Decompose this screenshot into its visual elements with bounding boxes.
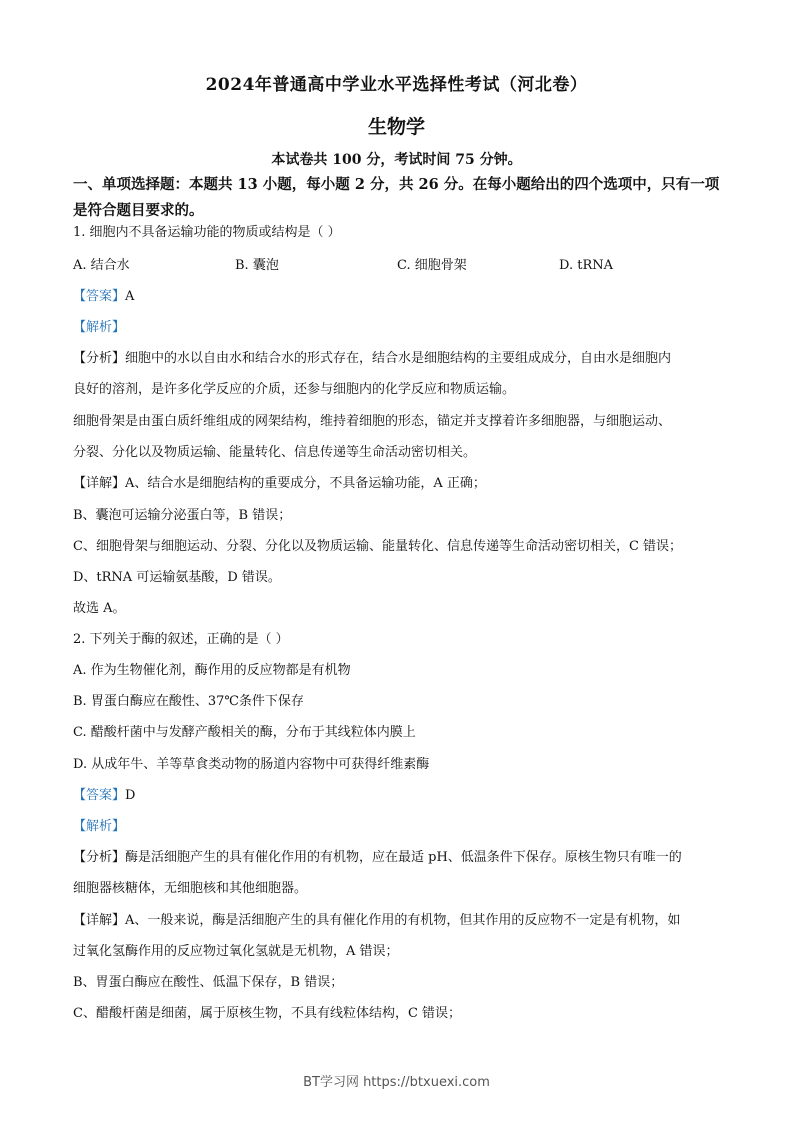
q2-detail-line-b: B、胃蛋白酶应在酸性、低温下保存，B 错误；	[73, 975, 344, 990]
q1-detail-line-b: B、囊泡可运输分泌蛋白等，B 错误；	[73, 508, 292, 523]
q2-answer-value: D	[125, 788, 136, 803]
q2-answer-tag: 【答案】	[73, 788, 126, 803]
q1-analysis-line-1	[73, 350, 733, 368]
q2-detail-label: 【详解】	[73, 913, 126, 928]
q2-detail-text-a1: A、一般来说，酶是活细胞产生的具有催化作用的有机物，但其作用的反应物不一定是有机物，如	[125, 913, 681, 928]
q2-stem: 2. 下列关于酶的叙述，正确的是（ ）	[73, 632, 289, 647]
q1-detail-label: 【详解】	[73, 476, 126, 491]
q1-detail-text-a: A、结合水是细胞结构的重要成分，不具备运输功能，A 正确；	[125, 476, 486, 491]
q1-analysis-line-4: 分裂、分化以及物质运输、能量转化、信息传递等生命活动密切相关。	[73, 445, 477, 460]
subject-title: 生物学	[367, 116, 425, 138]
q2-jiexi-tag: 【解析】	[73, 819, 126, 834]
page-footer: BT学习网 https://btxuexi.com	[303, 1075, 490, 1090]
q2-option-a: A. 作为生物催化剂，酶作用的反应物都是有机物	[73, 663, 351, 678]
q1-conclusion: 故选 A。	[73, 601, 126, 616]
q2-analysis-line-1	[73, 849, 733, 867]
q2-detail-line-c: C、醋酸杆菌是细菌，属于原核生物，不具有线粒体结构，C 错误；	[73, 1006, 462, 1021]
exam-info: 本试卷共 100 分，考试时间 75 分钟。	[271, 152, 522, 168]
q1-analysis-tag	[73, 319, 733, 337]
q1-option-a: A. 结合水	[73, 258, 130, 273]
q1-detail-line-a	[73, 475, 733, 493]
q2-option-d: D. 从成年牛、羊等草食类动物的肠道内容物中可获得纤维素酶	[73, 757, 430, 772]
q1-answer-value: A	[125, 289, 135, 304]
q1-detail-line-d: D、tRNA 可运输氨基酸，D 错误。	[73, 570, 281, 585]
q2-option-b: B. 胃蛋白酶应在酸性、37℃条件下保存	[73, 694, 304, 709]
section-heading: 一、单项选择题：本题共 13 小题，每小题 2 分，共 26 分。在每小题给出的四个选项中，只有一项是符合题目要求的。	[73, 176, 720, 219]
q2-analysis-line-2: 细胞器核糖体，无细胞核和其他细胞器。	[73, 881, 308, 896]
q1-analysis-line-3: 细胞骨架是由蛋白质纤维组成的网架结构，维持着细胞的形态，锚定并支撑着许多细胞器，与细胞运动、	[73, 414, 672, 429]
q1-option-d: D. tRNA	[559, 258, 613, 273]
q1-option-c: C. 细胞骨架	[397, 258, 467, 273]
q1-answer-tag: 【答案】	[73, 289, 126, 304]
q1-detail-line-c: C、细胞骨架与细胞运动、分裂、分化以及物质运输、能量转化、信息传递等生命活动密切相关，C 错误；	[73, 539, 683, 554]
q1-answer	[73, 288, 733, 306]
q1-analysis-label: 【分析】	[73, 351, 126, 366]
q2-option-c: C. 醋酸杆菌中与发酵产酸相关的酶，分布于其线粒体内膜上	[73, 725, 416, 740]
q1-stem: 1. 细胞内不具备运输功能的物质或结构是（ ）	[73, 225, 341, 240]
exam-title: 2024年普通高中学业水平选择性考试（河北卷）	[205, 75, 588, 95]
q1-options	[73, 257, 733, 275]
q1-option-b: B. 囊泡	[235, 258, 279, 273]
q1-analysis-line-2: 良好的溶剂，是许多化学反应的介质，还参与细胞内的化学反应和物质运输。	[73, 382, 516, 397]
q1-jiexi-tag: 【解析】	[73, 320, 126, 335]
q2-detail-line-a2: 过氧化氢酶作用的反应物过氧化氢就是无机物，A 错误；	[73, 944, 399, 959]
q2-analysis-label: 【分析】	[73, 850, 126, 865]
q2-analysis-text-1: 酶是活细胞产生的具有催化作用的有机物，应在最适 pH、低温条件下保存。原核生物只有唯一的	[125, 850, 682, 865]
q2-answer	[73, 787, 733, 805]
q2-analysis-tag	[73, 818, 733, 836]
q1-analysis-text-1: 细胞中的水以自由水和结合水的形式存在，结合水是细胞结构的主要组成成分，自由水是细胞内	[125, 351, 672, 366]
q2-detail-line-a1	[73, 912, 733, 930]
